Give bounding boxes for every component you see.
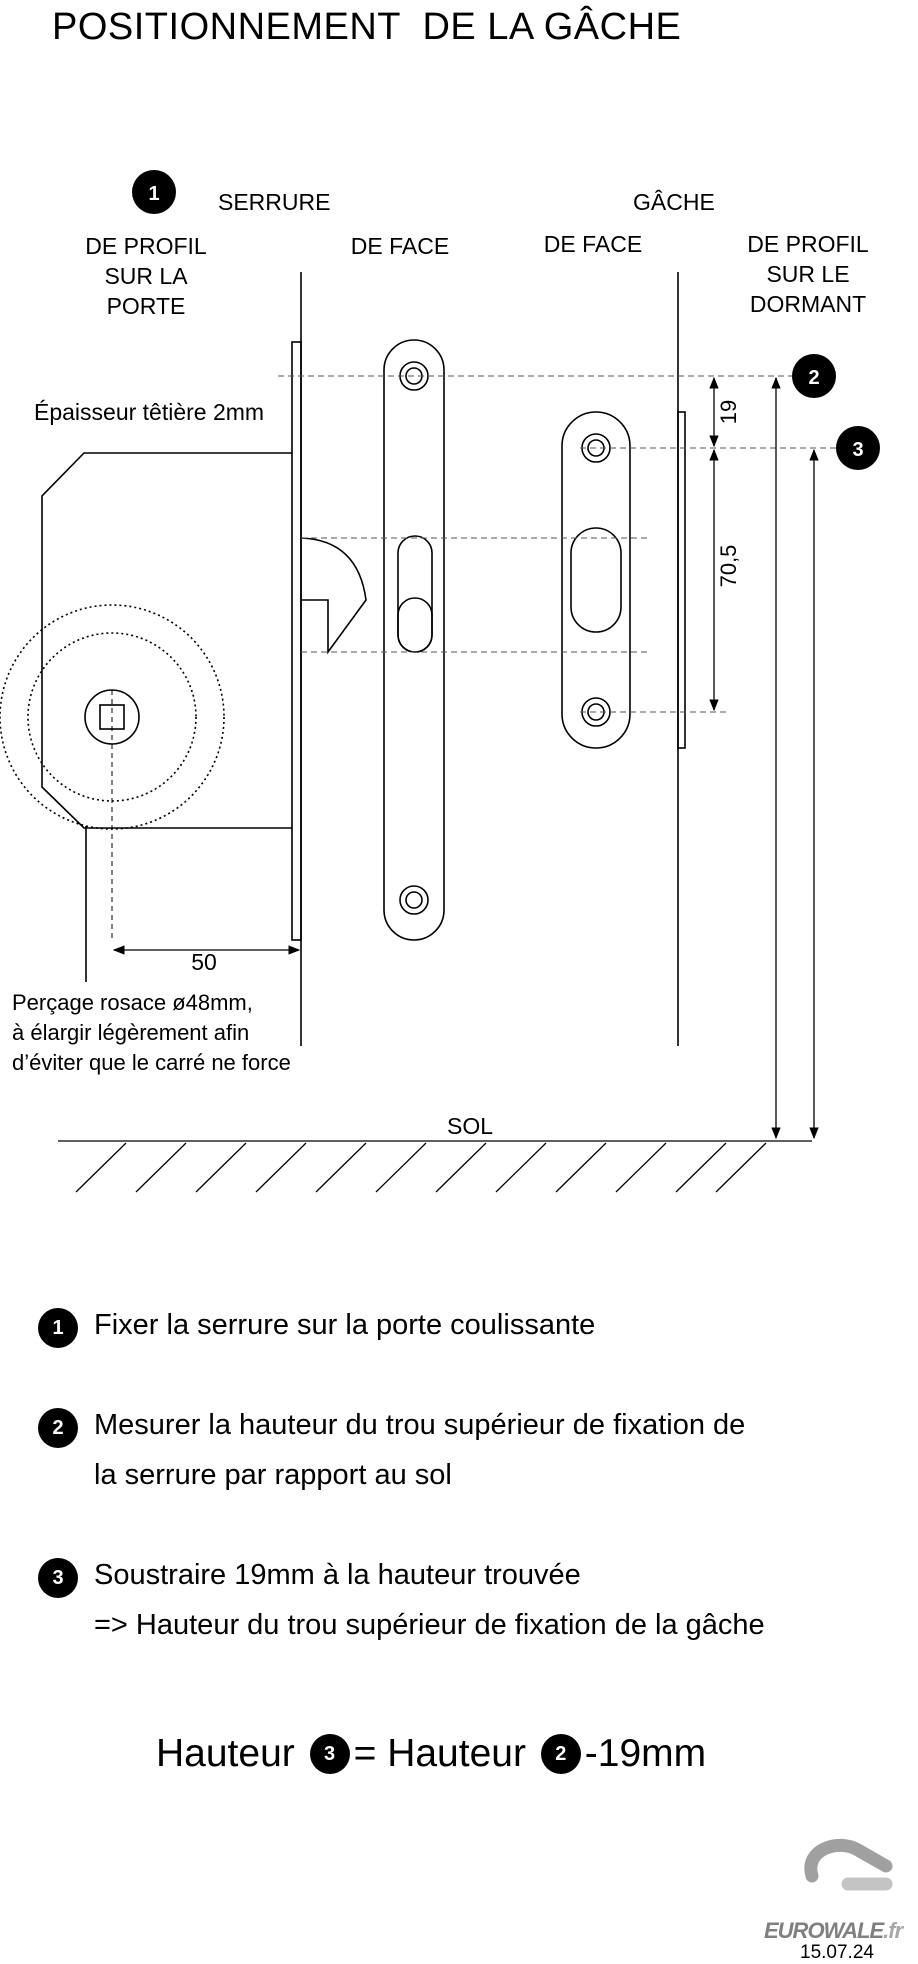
badge-3-diagram [836,426,880,470]
step-1 [38,1306,595,1350]
dim-19 [714,378,741,446]
document-date: 15.07.24 [800,1942,874,1963]
formula-badge-2: 2 [541,1734,581,1774]
face-serrure-label: DE FACE [350,233,450,259]
floor [58,1141,812,1192]
step-1-line1: Fixer la serrure sur la porte coulissante [94,1309,596,1341]
eurowale-logo-icon [811,1845,886,1884]
step-2-line1: Mesurer la hauteur du trou supérieur de fixation de [94,1409,746,1441]
svg-text:2: 2 [808,367,820,389]
serrure-label: SERRURE [218,189,331,215]
profil-porte-line1: DE PROFIL [85,233,207,259]
gache-label: GÂCHE [633,189,715,215]
svg-text:70,5: 70,5 [716,544,741,588]
profil-dormant-line1: DE PROFIL [747,231,869,257]
step-2-line2: la serrure par rapport au sol [94,1459,452,1491]
formula-end: -19mm [584,1732,707,1775]
percage-line1: Perçage rosace ø48mm, [12,990,253,1015]
step-2 [38,1406,745,1500]
badge-2-diagram [792,354,836,398]
formula-badge-3: 3 [310,1734,350,1774]
step-3 [38,1556,765,1650]
strike-profile [678,272,685,1046]
epaisseur-label: Épaisseur têtière 2mm [34,399,265,425]
profil-porte-line2: SUR LA [104,263,188,289]
lock-profile [0,272,366,1046]
svg-text:50: 50 [191,949,217,975]
height-formula [156,1732,706,1776]
svg-text:1: 1 [148,183,160,205]
sol-label: SOL [446,1113,494,1139]
step-3-line2: => Hauteur du trou supérieur de fixation de la gâche [94,1609,765,1641]
svg-text:3: 3 [852,439,864,461]
profil-dormant-line3: DORMANT [749,291,867,317]
percage-line2: à élargir légèrement afin [12,1020,250,1045]
dim-50 [114,949,299,975]
page-title: POSITIONNEMENT DE LA GÂCHE [52,6,682,48]
svg-text:19: 19 [716,399,741,425]
profil-porte-line3: PORTE [106,293,186,319]
profil-dormant-line2: SUR LE [766,261,850,287]
step-2-badge: 2 [38,1408,78,1448]
face-gache-label: DE FACE [543,231,643,257]
strike-front-plate [562,412,630,748]
formula-word1: Hauteur [156,1732,306,1775]
percage-line3: d’éviter que le carré ne force [12,1050,291,1075]
badge-1-diagram [132,170,176,214]
step-1-badge: 1 [38,1308,78,1348]
brand-name: EUROWALE [764,1918,884,1943]
brand-logo-text [764,1918,902,1944]
guide-lines [278,376,836,712]
lock-front-plate [384,340,444,940]
step-3-badge: 3 [38,1558,78,1598]
brand-tld: .fr [883,1918,903,1943]
dim-70-5 [714,450,741,710]
height-arrows [776,378,814,1138]
step-3-line1: Soustraire 19mm à la hauteur trouvée [94,1559,581,1591]
formula-mid: = Hauteur [353,1732,537,1775]
